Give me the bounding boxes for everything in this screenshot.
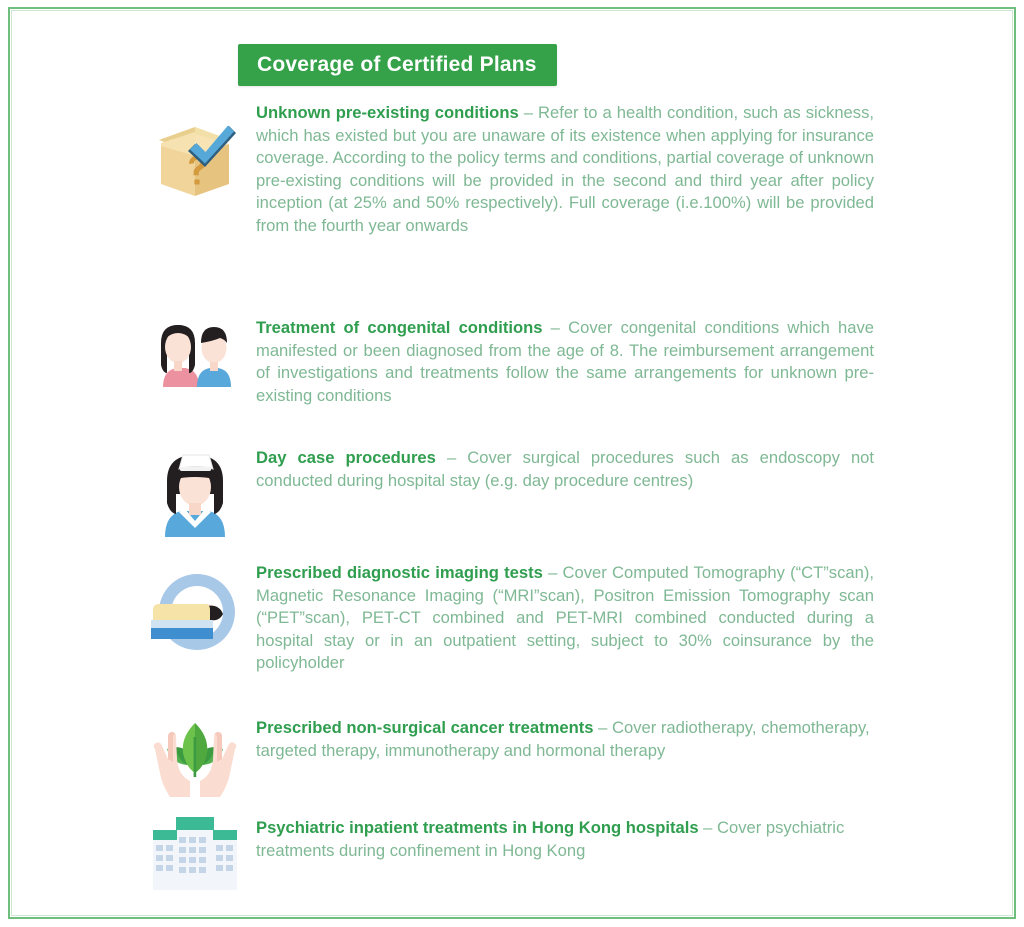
nurse-icon	[149, 445, 241, 540]
hospital-building-icon	[147, 815, 243, 895]
list-item	[134, 715, 874, 801]
item-dash: –	[542, 318, 569, 337]
item-text-cell	[256, 715, 874, 762]
item-icon-cell	[134, 560, 256, 665]
item-text-cell	[256, 100, 874, 238]
item-body-text: Cover radiotherapy, chemotherapy, targeted therapy, immunotherapy and hormonal therapy	[256, 718, 870, 760]
item-dash: –	[435, 448, 468, 467]
section-header-banner	[238, 44, 557, 86]
item-dash: –	[698, 818, 718, 837]
item-paragraph	[256, 562, 874, 675]
item-body-text: Cover psychiatric treatments during confinement in Hong Kong	[256, 818, 845, 860]
item-text-cell	[256, 815, 874, 862]
list-item	[134, 445, 874, 540]
item-body-text: Cover congenital conditions which have manifested or been diagnosed from the age of 8. The reimbursement arrangement of investigations and treatments follow the same arrangements for unknown pre-existing conditions	[256, 318, 874, 405]
item-paragraph	[256, 317, 874, 407]
item-lead-label: Treatment of congenital conditions	[256, 318, 543, 337]
page-title: Coverage of Certified Plans	[257, 53, 537, 76]
item-icon-cell	[134, 815, 256, 895]
list-item	[134, 315, 874, 407]
item-dash: –	[593, 718, 612, 737]
list-item	[134, 815, 874, 895]
item-body-text: Cover Computed Tomography (“CT”scan), Magnetic Resonance Imaging (“MRI”scan), Positron Emission Tomography scan (“PET”scan), PET-CT combined and PET-MRI combined conducted during a hospital stay or in an outpatient setting, subject to 30% coinsurance by the policyholder	[256, 563, 874, 673]
mri-scanner-icon	[145, 560, 245, 665]
item-body-text: Refer to a health condition, such as sickness, which has existed but you are unaware of its existence when applying for insurance coverage. According to the policy terms and conditions, partial coverage of unknown pre-existing conditions will be provided in the second and third year after policy inception (at 25% and 50% respectively). Full coverage (i.e.100%) will be provided from the fourth year onwards	[256, 103, 875, 235]
item-lead-label: Prescribed non-surgical cancer treatments	[256, 718, 594, 737]
item-icon-cell	[134, 100, 256, 200]
item-text-cell	[256, 445, 874, 492]
item-text-cell	[256, 315, 874, 407]
item-paragraph	[256, 817, 874, 862]
item-lead-label: Unknown pre-existing conditions	[256, 103, 519, 122]
item-icon-cell	[134, 445, 256, 540]
list-item	[134, 560, 874, 675]
two-children-icon	[149, 315, 241, 401]
item-text-cell	[256, 560, 874, 675]
item-lead-label: Psychiatric inpatient treatments in Hong Kong hospitals	[256, 818, 699, 837]
item-paragraph	[256, 447, 874, 492]
hands-holding-leaves-icon	[147, 715, 243, 801]
item-paragraph	[256, 717, 874, 762]
box-with-checkmark-and-question-mark-icon	[149, 100, 241, 200]
item-dash: –	[542, 563, 563, 582]
item-lead-label: Day case procedures	[256, 448, 436, 467]
item-paragraph	[256, 102, 874, 238]
item-icon-cell	[134, 315, 256, 401]
list-item	[134, 100, 874, 238]
item-body-text: Cover surgical procedures such as endoscopy not conducted during hospital stay (e.g. day procedure centres)	[256, 448, 875, 490]
item-dash: –	[518, 103, 538, 122]
item-lead-label: Prescribed diagnostic imaging tests	[256, 563, 543, 582]
item-icon-cell	[134, 715, 256, 801]
